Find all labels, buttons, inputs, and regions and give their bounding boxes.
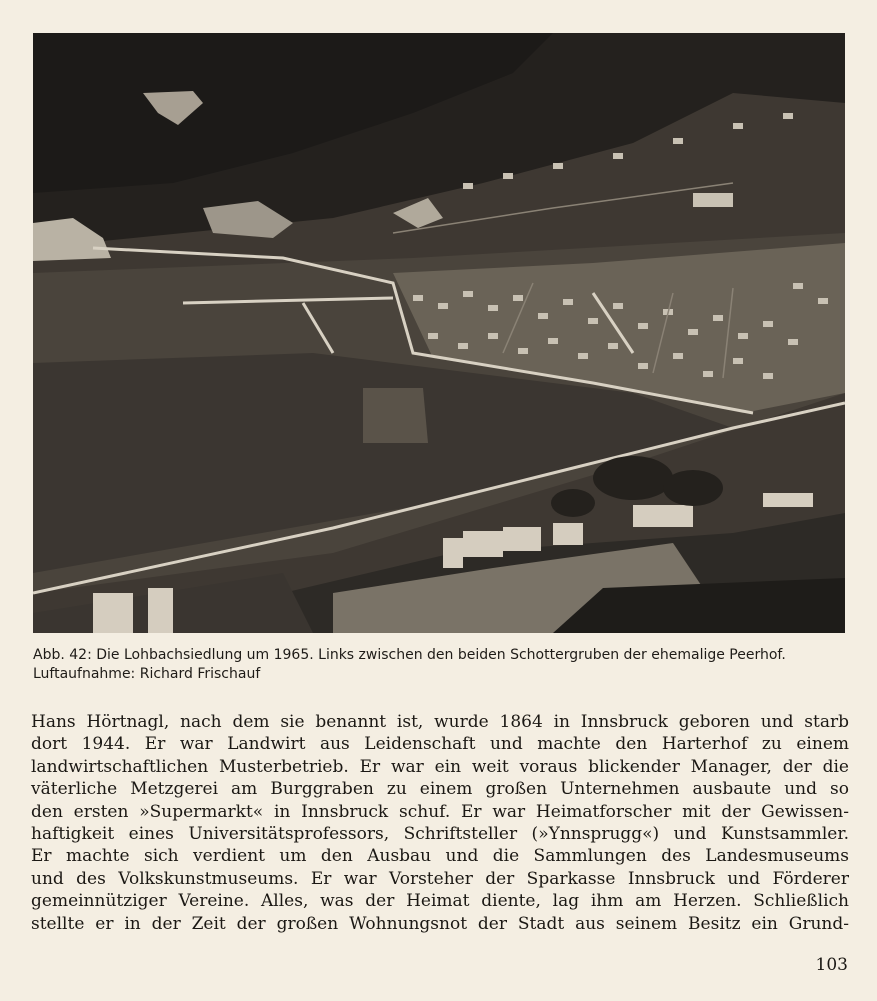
body-line: Hans Hörtnagl, nach dem sie benannt ist, wurde 1864 in Innsbruck geboren und starb xyxy=(31,712,849,732)
body-line: und des Volkskunstmuseums. Er war Vorsteher der Sparkasse Innsbruck und Förderer xyxy=(31,868,849,889)
page-number: 103 xyxy=(815,955,848,975)
figure-caption xyxy=(33,646,853,684)
body-paragraph xyxy=(31,711,849,935)
aerial-photograph-drawing xyxy=(33,33,845,633)
body-line: stellte er in der Zeit der großen Wohnungsnot der Stadt aus seinem Besitz ein Grund- xyxy=(31,913,849,934)
caption-credit: Luftaufnahme: Richard Frischauf xyxy=(33,666,261,682)
body-line: väterliche Metzgerei am Burggraben zu einem großen Unternehmen ausbaute und so xyxy=(31,779,849,800)
aerial-photograph xyxy=(33,33,845,633)
body-line: Er machte sich verdient um den Ausbau und die Sammlungen des Landesmuseums xyxy=(31,846,849,867)
caption-title: Abb. 42: Die Lohbachsiedlung um 1965. Links zwischen den beiden Schottergruben der ehemalige Peerhof. xyxy=(33,647,786,663)
body-line: haftigkeit eines Universitätsprofessors, Schriftsteller (»Ynnsprugg«) und Kunstsammler. xyxy=(31,824,849,845)
body-line: gemeinnütziger Vereine. Alles, was der Heimat diente, lag ihm am Herzen. Schließlich xyxy=(31,891,849,912)
body-line: landwirtschaftlichen Musterbetrieb. Er war ein weit voraus blickender Manager, der die xyxy=(31,756,849,777)
body-line: den ersten »Supermarkt« in Innsbruck schuf. Er war Heimatforscher mit der Gewissen- xyxy=(31,801,849,822)
body-line: dort 1944. Er war Landwirt aus Leidenschaft und machte den Harterhof zu einem xyxy=(31,734,849,755)
